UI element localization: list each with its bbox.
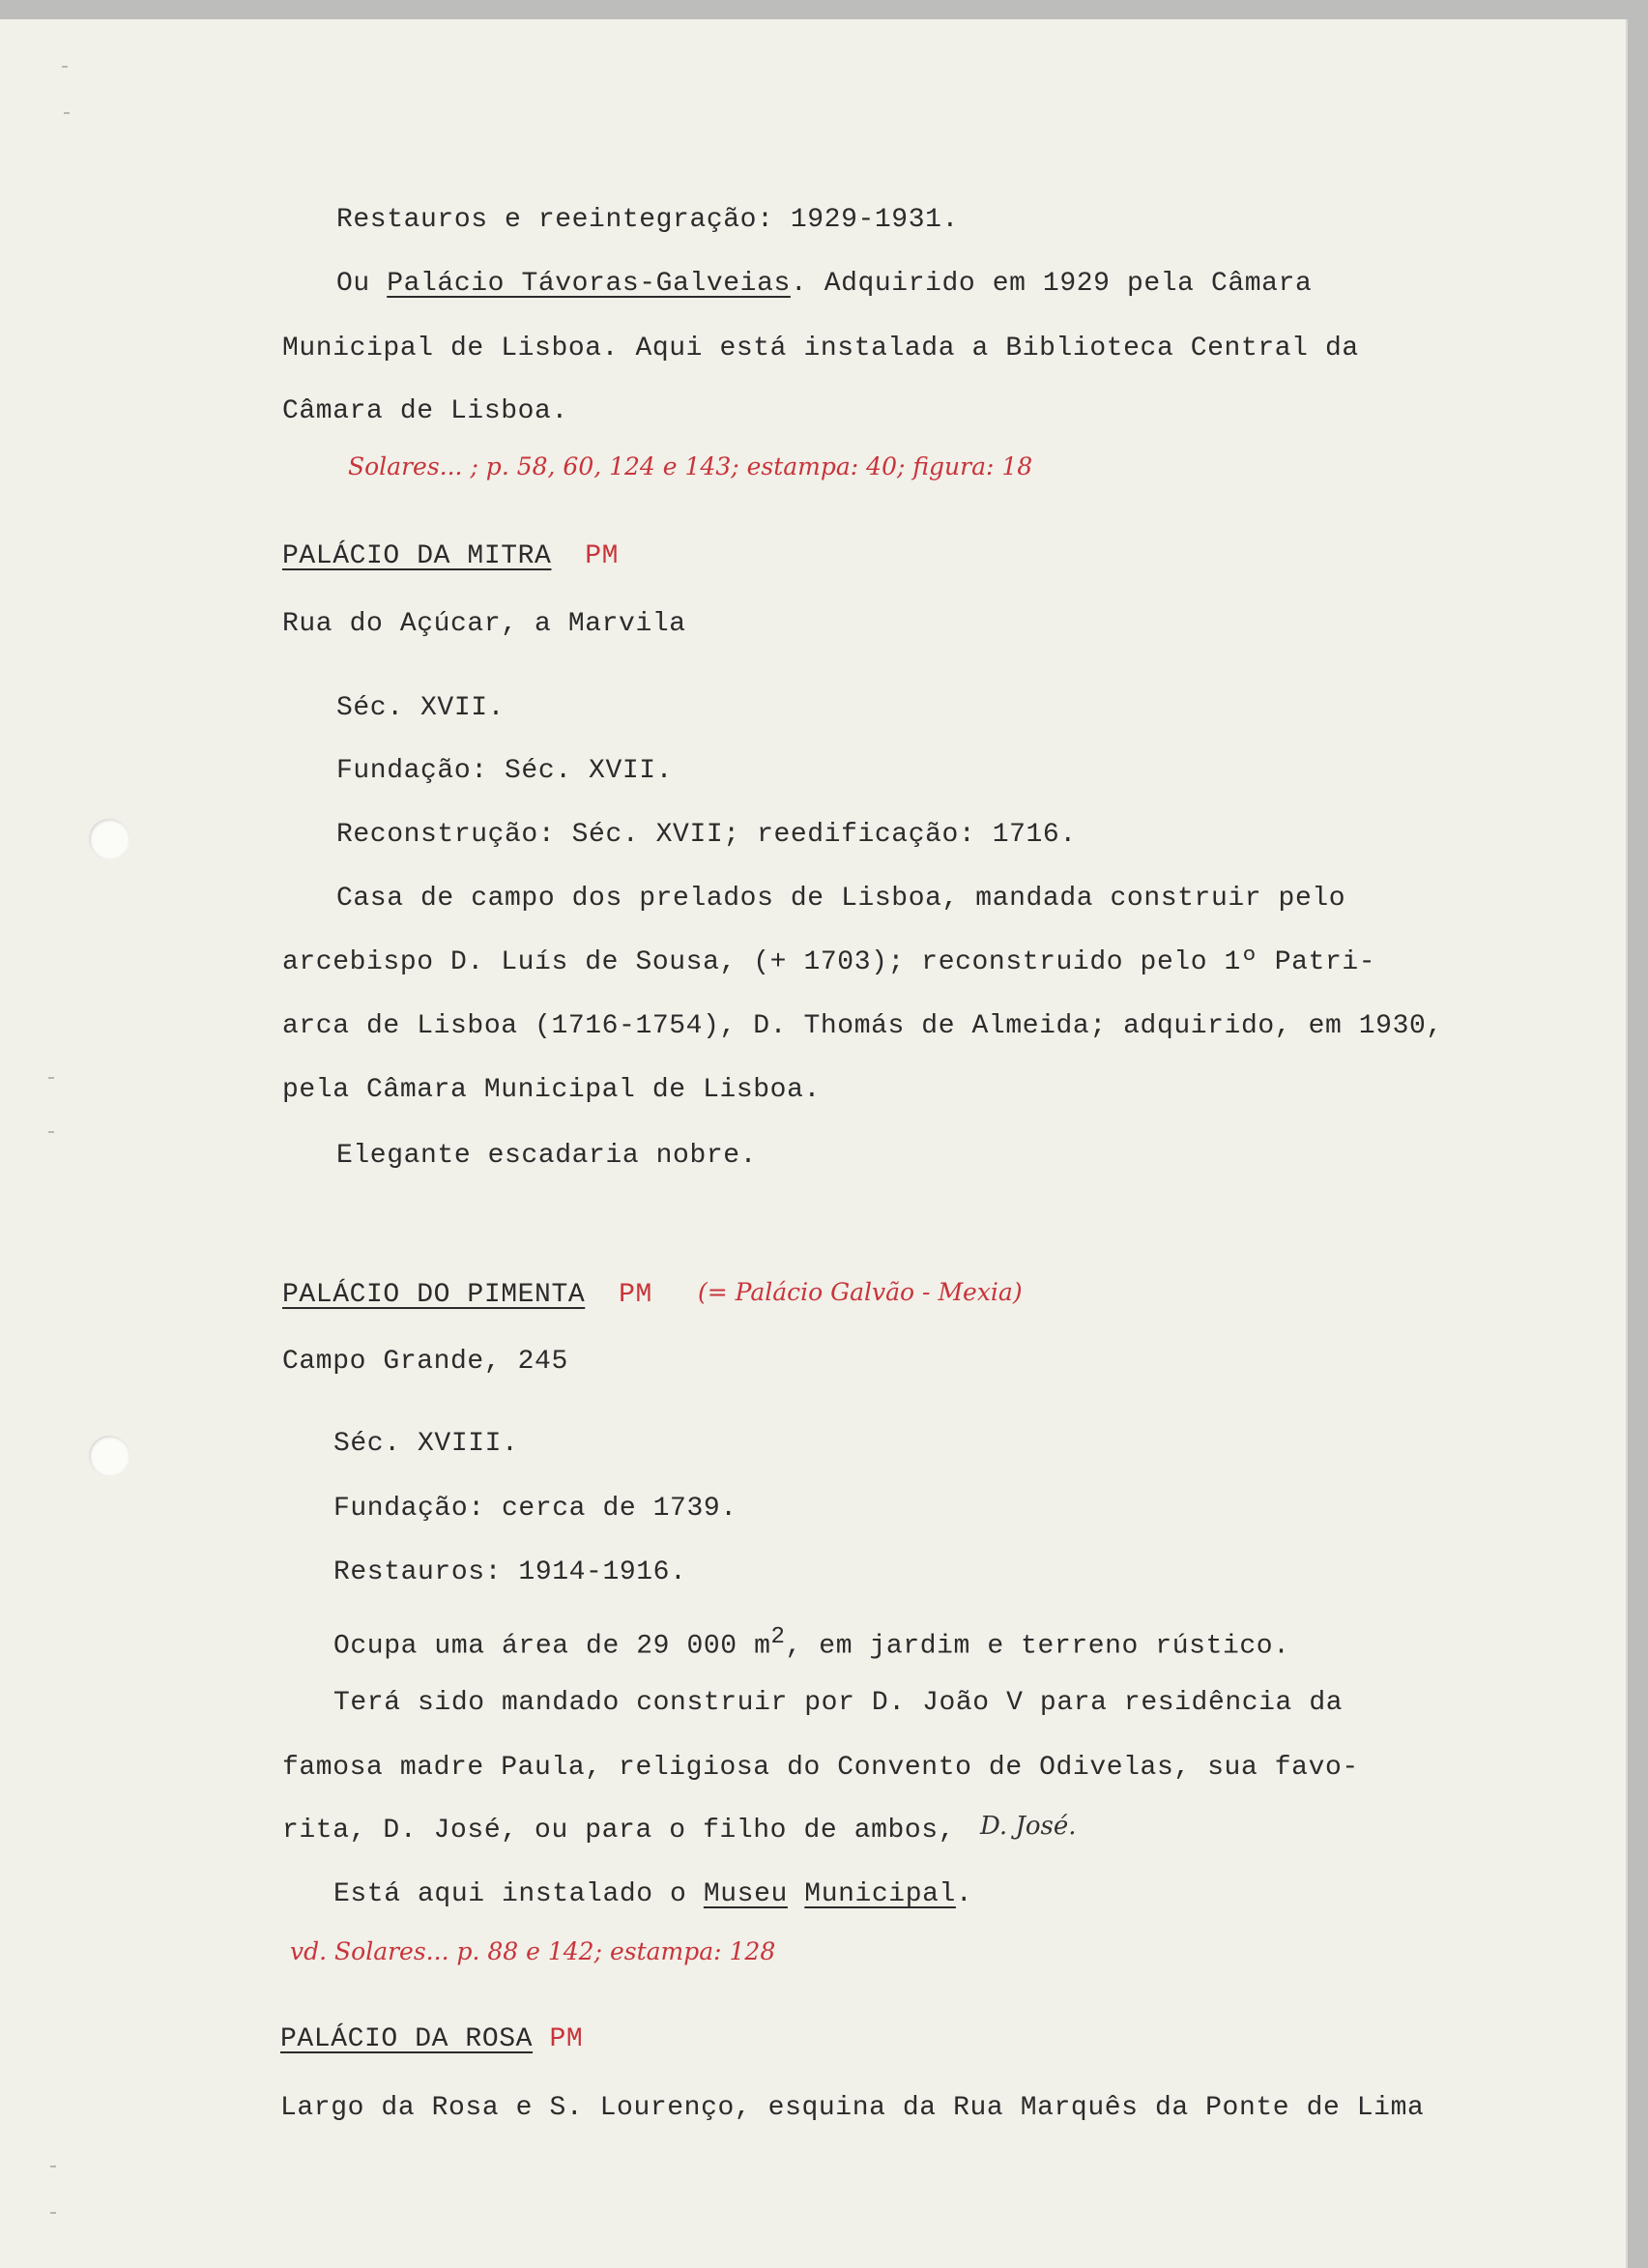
pm-tag: PM <box>549 2024 584 2054</box>
pm-tag: PM <box>619 1280 652 1310</box>
edge-mark <box>48 1077 54 1079</box>
text-line: Séc. XVIII. <box>333 1429 519 1459</box>
text-line: arcebispo D. Luís de Sousa, (+ 1703); reconstruido pelo 1º Patri- <box>282 947 1376 977</box>
text-line: Elegante escadaria nobre. <box>336 1141 758 1171</box>
edge-mark <box>50 2166 56 2167</box>
text-line: pela Câmara Municipal de Lisboa. <box>282 1075 821 1105</box>
text-line: arca de Lisboa (1716-1754), D. Thomás de Almeida; adquirido, em 1930, <box>282 1011 1443 1041</box>
entry-address: Largo da Rosa e S. Lourenço, esquina da Rua Marquês da Ponte de Lima <box>280 2093 1425 2123</box>
punch-hole <box>89 1436 130 1476</box>
text-line: Municipal de Lisboa. Aqui está instalada a Biblioteca Central da <box>282 334 1359 363</box>
edge-mark <box>64 112 70 114</box>
text-line: Ocupa uma área de 29 000 $m^2$, em jardim e terreno rústico. <box>333 1624 1290 1662</box>
entry-heading: PALÁCIO DA ROSA PM <box>280 2024 584 2054</box>
handwritten-note: vd. Solares... p. 88 e 142; estampa: 128 <box>290 1937 776 1965</box>
text-line: Restauros: 1914-1916. <box>333 1557 687 1587</box>
text-line: Fundação: cerca de 1739. <box>333 1494 737 1524</box>
text-line: Ou Palácio Távoras-Galveias. Adquirido em 1929 pela Câmara <box>336 269 1313 299</box>
entry-heading: PALÁCIO DA MITRA PM <box>282 541 620 571</box>
text-line: Restauros e reeintegração: 1929-1931. <box>336 205 959 235</box>
handwritten-note: (= Palácio Galvão - Mexia) <box>698 1278 1023 1306</box>
text-line: Está aqui instalado o Museu Municipal. <box>333 1879 973 1909</box>
edge-mark <box>48 1131 54 1133</box>
text-line: Câmara de Lisboa. <box>282 396 568 426</box>
handwritten-note: Solares... ; p. 58, 60, 124 e 143; estampa: 40; figura: 18 <box>348 452 1033 480</box>
edge-mark <box>62 66 68 68</box>
entry-address: Campo Grande, 245 <box>282 1347 568 1377</box>
text-line: Casa de campo dos prelados de Lisboa, mandada construir pelo <box>336 884 1346 914</box>
text-line: Reconstrução: Séc. XVII; reedificação: 1716. <box>336 820 1077 850</box>
entry-address: Rua do Açúcar, a Marvila <box>282 609 686 639</box>
pm-tag: PM <box>585 541 620 571</box>
text-line: Séc. XVII. <box>336 693 506 723</box>
text-line: Terá sido mandado construir por D. João V para residência da <box>333 1688 1344 1718</box>
edge-mark <box>50 2212 56 2214</box>
punch-hole <box>89 819 130 859</box>
handwritten-addition: D. José. <box>980 1812 1077 1841</box>
text-line: rita, D. José, ou para o filho de ambos, <box>282 1816 956 1846</box>
text-line: famosa madre Paula, religiosa do Convento de Odivelas, sua favo- <box>282 1753 1359 1783</box>
entry-heading: PALÁCIO DO PIMENTA PM <box>282 1280 652 1310</box>
underlined-name: Palácio Távoras-Galveias <box>387 269 791 299</box>
text-line: Fundação: Séc. XVII. <box>336 756 674 786</box>
